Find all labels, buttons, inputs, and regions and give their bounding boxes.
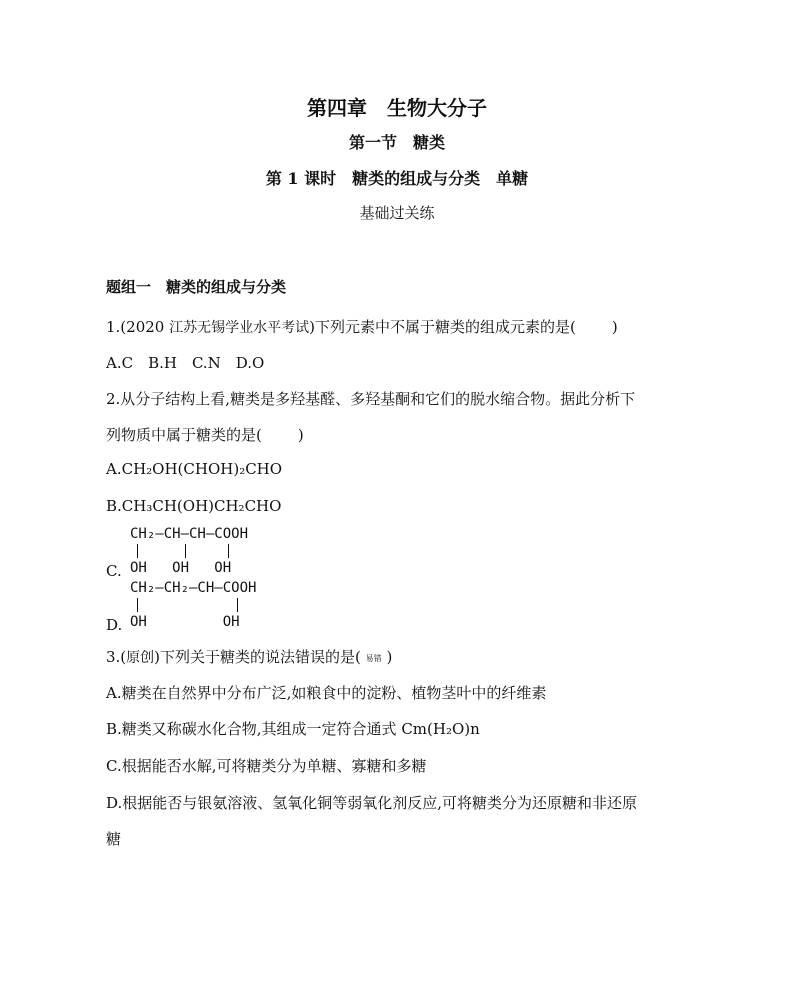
q2-line2: 列物质中属于糖类的是(	[106, 426, 262, 444]
q2-option-c-label: C.	[106, 562, 122, 580]
group-title: 题组一 糖类的组成与分类	[106, 278, 287, 296]
q2-option-d-label: D.	[106, 616, 123, 634]
question-1	[106, 316, 618, 337]
q2-option-d-bond-2	[237, 598, 238, 612]
q3-option-a: A.糖类在自然界中分布广泛,如粮食中的淀粉、植物茎叶中的纤维素	[106, 684, 547, 702]
practice-label: 基础过关练	[359, 204, 435, 222]
q2-option-c-bond-1	[137, 544, 138, 558]
chapter-title: 第四章 生物大分子	[307, 96, 487, 120]
q1-prefix: 1.(2020	[106, 318, 170, 336]
q2-option-c-bond-3	[228, 544, 229, 558]
question-3	[106, 646, 392, 667]
q3-close: )	[386, 648, 393, 666]
q2-option-c-groups: OH OH OH	[130, 560, 232, 576]
q2-option-c-chain: CH₂—CH—CH—COOH	[130, 526, 249, 542]
q1-close: )	[611, 318, 618, 336]
q2-option-b: B.CH₃CH(OH)CH₂CHO	[106, 497, 282, 515]
q3-option-d-line2: 糖	[106, 830, 122, 848]
q3-option-c: C.根据能否水解,可将糖类分为单糖、寡糖和多糖	[106, 757, 427, 775]
q1-text: )下列元素中不属于糖类的组成元素的是(	[309, 318, 576, 336]
question-2-line2	[106, 424, 304, 445]
lesson-title: 第 1 课时 糖类的组成与分类 单糖	[265, 169, 529, 188]
q2-line1: 2.从分子结构上看,糖类是多羟基醛、多羟基酮和它们的脱水缩合物。据此分析下	[106, 390, 636, 408]
section-title: 第一节 糖类	[348, 133, 445, 152]
q2-option-d-groups: OH OH	[130, 614, 240, 630]
q3-option-b: B.糖类又称碳水化合物,其组成一定符合通式 Cm(H₂O)n	[106, 720, 480, 738]
q3-text: )下列关于糖类的说法错误的是(	[154, 648, 361, 666]
q2-option-a: A.CH₂OH(CHOH)₂CHO	[106, 460, 283, 478]
q2-option-c-bond-2	[185, 544, 186, 558]
q3-prefix: 3.(	[106, 648, 127, 666]
q1-options: A.C B.H C.N D.O	[106, 354, 265, 372]
q3-tag: 易错	[365, 653, 382, 663]
q3-option-d-line1: D.根据能否与银氨溶液、氢氧化铜等弱氧化剂反应,可将糖类分为还原糖和非还原	[106, 794, 638, 812]
q2-option-d-bond-1	[137, 598, 138, 612]
q2-option-d-chain: CH₂—CH₂—CH—COOH	[130, 580, 257, 596]
q1-source: 江苏无锡学业水平考试	[169, 320, 310, 336]
q3-source: 原创	[126, 650, 155, 666]
q2-close: )	[297, 426, 304, 444]
